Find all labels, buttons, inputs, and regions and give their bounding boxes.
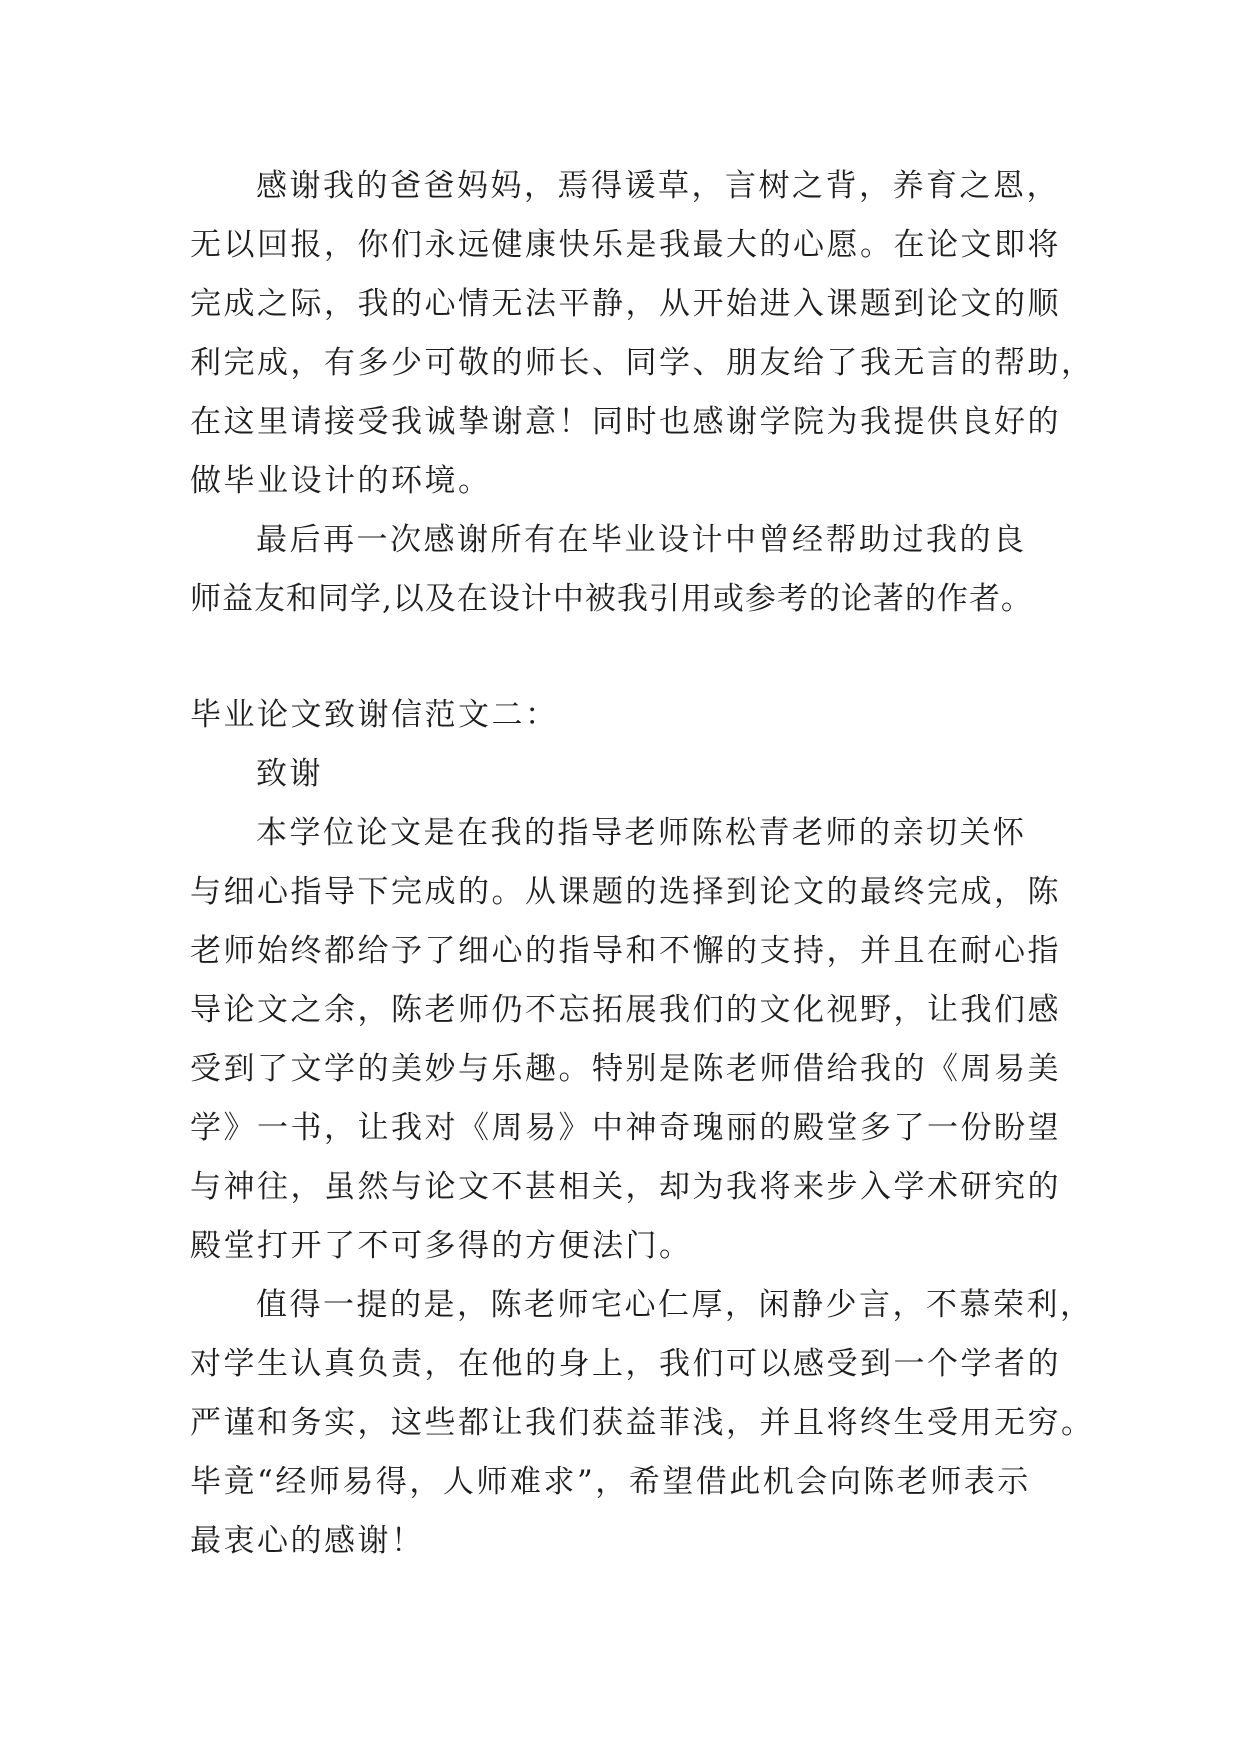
paragraph-2-line-2: 师益友和同学,以及在设计中被我引用或参考的论著的作者。 xyxy=(190,581,1033,617)
paragraph-1-line-2: 无以回报，你们永远健康快乐是我最大的心愿。在论文即将 xyxy=(190,227,1061,263)
paragraph-4-line-3: 严谨和务实，这些都让我们获益菲浅，并且将终生受用无穷。 xyxy=(190,1405,1095,1441)
paragraph-3-line-1: 本学位论文是在我的指导老师陈松青老师的亲切关怀 xyxy=(256,815,1027,851)
paragraph-1-line-5: 在这里请接受我诚挚谢意！同时也感谢学院为我提供良好的 xyxy=(190,404,1061,440)
section-heading: 毕业论文致谢信范文二： xyxy=(190,697,559,733)
paragraph-4-line-5: 最衷心的感谢！ xyxy=(190,1523,425,1559)
paragraph-2-line-1: 最后再一次感谢所有在毕业设计中曾经帮助过我的良 xyxy=(256,522,1027,558)
paragraph-4-line-4: 毕竟“经师易得，人师难求”，希望借此机会向陈老师表示 xyxy=(190,1464,1031,1500)
paragraph-3-line-5: 受到了文学的美妙与乐趣。特别是陈老师借给我的《周易美 xyxy=(190,1051,1061,1087)
paragraph-1-line-6: 做毕业设计的环境。 xyxy=(190,463,492,499)
paragraph-1-line-4: 利完成，有多少可敬的师长、同学、朋友给了我无言的帮助， xyxy=(190,345,1095,381)
paragraph-3-line-3: 老师始终都给予了细心的指导和不懈的支持，并且在耐心指 xyxy=(190,933,1061,969)
paragraph-3-line-4: 导论文之余，陈老师仍不忘拓展我们的文化视野，让我们感 xyxy=(190,992,1061,1028)
paragraph-4-line-1: 值得一提的是，陈老师宅心仁厚，闲静少言，不慕荣利， xyxy=(256,1287,1094,1323)
paragraph-4-line-2: 对学生认真负责，在他的身上，我们可以感受到一个学者的 xyxy=(190,1346,1061,1382)
paragraph-1-line-1: 感谢我的爸爸妈妈，焉得谖草，言树之背，养育之恩， xyxy=(256,168,1060,204)
paragraph-3-line-8: 殿堂打开了不可多得的方便法门。 xyxy=(190,1228,693,1264)
paragraph-3-line-6: 学》一书，让我对《周易》中神奇瑰丽的殿堂多了一份盼望 xyxy=(190,1110,1061,1146)
paragraph-1-line-3: 完成之际，我的心情无法平静，从开始进入课题到论文的顺 xyxy=(190,286,1061,322)
paragraph-3-line-7: 与神往，虽然与论文不甚相关，却为我将来步入学术研究的 xyxy=(190,1169,1061,1205)
paragraph-3-line-2: 与细心指导下完成的。从课题的选择到论文的最终完成，陈 xyxy=(190,874,1061,910)
sub-heading: 致谢 xyxy=(256,756,323,792)
